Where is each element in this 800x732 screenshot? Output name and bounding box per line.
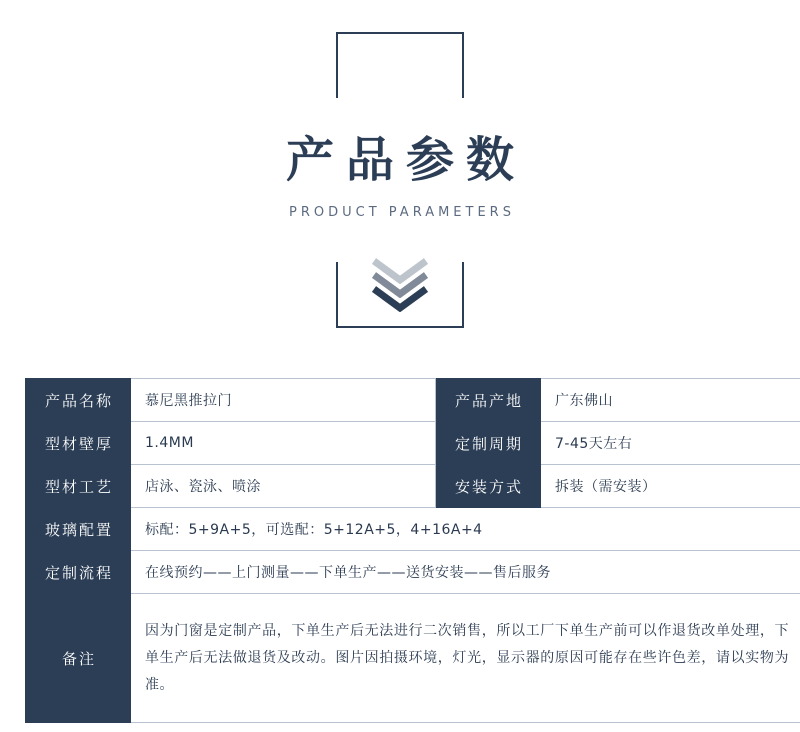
table-row: [26, 551, 800, 594]
chevron-down-icon-group: [370, 258, 430, 320]
row-label: 定制周期: [436, 422, 541, 465]
row-label: 备注: [26, 594, 131, 723]
row-value: 1.4MM: [131, 422, 436, 465]
row-label: 产品名称: [26, 379, 131, 422]
page-subtitle: PRODUCT PARAMETERS: [289, 205, 515, 220]
row-value: 广东佛山: [541, 379, 800, 422]
row-value: 拆装（需安装）: [541, 465, 800, 508]
spec-table-wrapper: [25, 378, 789, 723]
row-value: 在线预约——上门测量——下单生产——送货安装——售后服务: [131, 551, 800, 594]
corner-bracket-top-right-decoration: [398, 32, 464, 98]
row-label: 型材工艺: [26, 465, 131, 508]
table-row: [26, 508, 800, 551]
table-row-note: [26, 594, 800, 723]
row-label: 产品产地: [436, 379, 541, 422]
table-row: [26, 422, 800, 465]
row-value: 标配：5+9A+5，可选配：5+12A+5，4+16A+4: [131, 508, 800, 551]
chevron-down-icon: [370, 286, 430, 312]
row-value: 慕尼黑推拉门: [131, 379, 436, 422]
row-label: 型材壁厚: [26, 422, 131, 465]
table-row: [26, 465, 800, 508]
table-row: [26, 379, 800, 422]
row-value: 店泳、瓷泳、喷涂: [131, 465, 436, 508]
row-label: 玻璃配置: [26, 508, 131, 551]
corner-bracket-top-left-decoration: [336, 32, 402, 98]
row-label: 安装方式: [436, 465, 541, 508]
page-title: 产品参数: [285, 132, 526, 188]
row-value: 因为门窗是定制产品，下单生产后无法进行二次销售，所以工厂下单生产前可以作退货改单处理，下单生产后无法做退货及改动。图片因拍摄环境，灯光，显示器的原因可能存在些许色差，请以实物为准。: [131, 594, 800, 723]
row-value: 7-45天左右: [541, 422, 800, 465]
spec-table: [25, 378, 800, 723]
row-label: 定制流程: [26, 551, 131, 594]
page-header: [0, 0, 800, 340]
